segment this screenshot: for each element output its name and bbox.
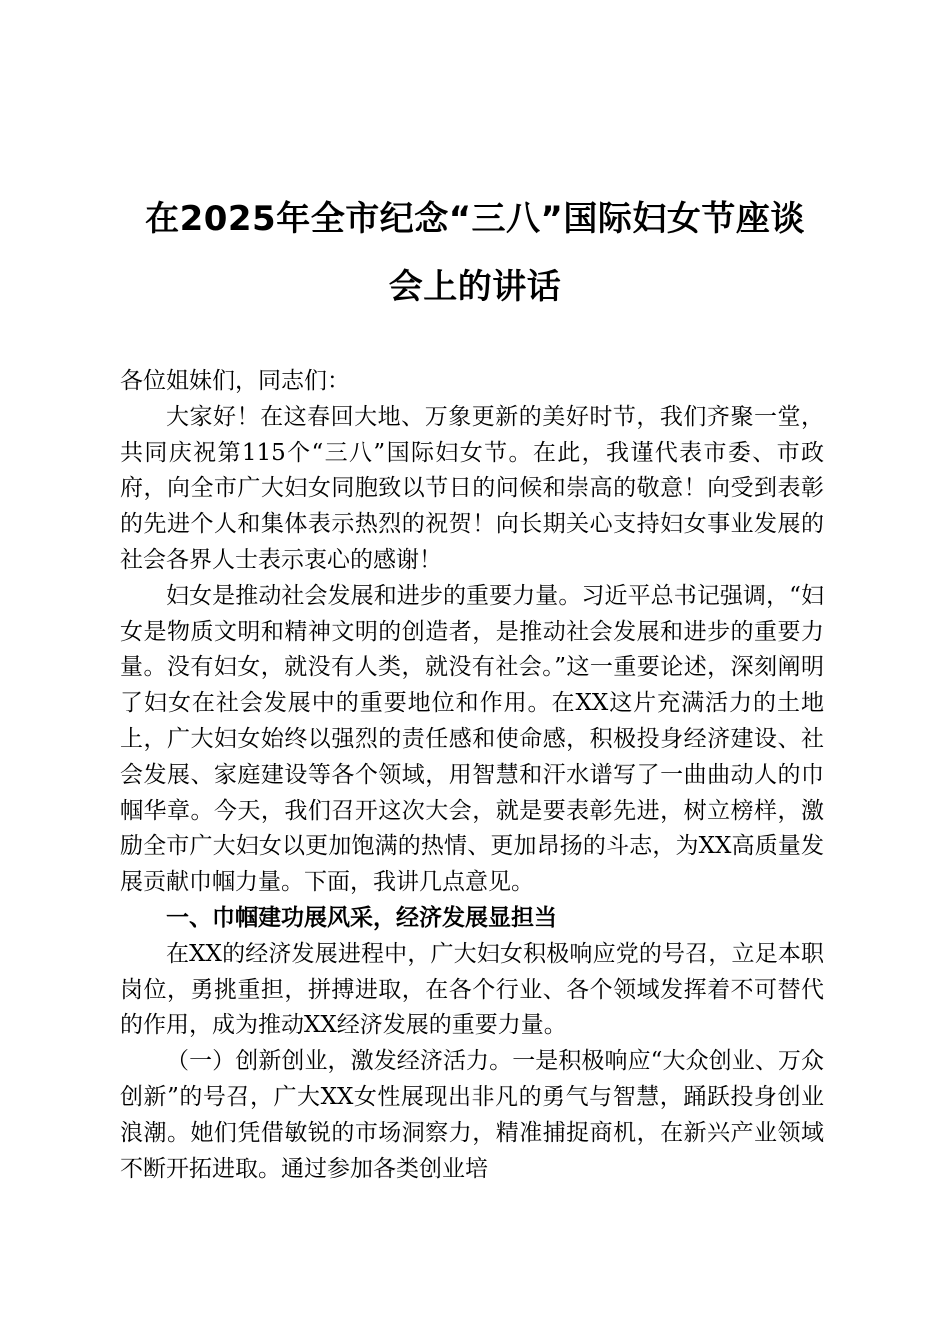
document-title-line-1: 在2025年全市纪念“三八”国际妇女节座谈	[145, 199, 805, 239]
section-heading-1: 一、巾帼建功展风采，经济发展显担当	[166, 904, 557, 931]
salutation: 各位姐妹们，同志们：	[120, 368, 350, 394]
document-title-line-2: 会上的讲话	[388, 267, 562, 307]
document-body	[120, 364, 824, 1187]
section-1-paragraph: 在XX的经济发展进程中，广大妇女积极响应党的号召，立足本职岗位，勇挑重担，拼搏进取，在各个行业、各个领域发挥着不可替代的作用，成为推动XX经济发展的重要力量。	[120, 940, 824, 1039]
paragraph-women-role: 妇女是推动社会发展和进步的重要力量。习近平总书记强调，“妇女是物质文明和精神文明的创造者，是推动社会发展和进步的重要力量。没有妇女，就没有人类，就没有社会。”这一重要论述，深刻阐明了妇女在社会发展中的重要地位和作用。在XX这片充满活力的土地上，广大妇女始终以强烈的责任感和使命感，积极投身经济建设、社会发展、家庭建设等各个领域，用智慧和汗水谱写了一曲曲动人的巾帼华章。今天，我们召开这次大会，就是要表彰先进，树立榜样，激励全市广大妇女以更加饱满的热情、更加昂扬的斗志，为XX高质量发展贡献巾帼力量。下面，我讲几点意见。	[120, 582, 824, 896]
paragraph-greeting: 大家好！在这春回大地、万象更新的美好时节，我们齐聚一堂，共同庆祝第115个“三八”国际妇女节。在此，我谨代表市委、市政府，向全市广大妇女同胞致以节日的问候和崇高的敬意！向受到表彰的先进个人和集体表示热烈的祝贺！向长期关心支持妇女事业发展的社会各界人士表示衷心的感谢！	[120, 403, 824, 573]
subsection-1-paragraph: （一）创新创业，激发经济活力。一是积极响应“大众创业、万众创新”的号召，广大XX女性展现出非凡的勇气与智慧，踊跃投身创业浪潮。她们凭借敏锐的市场洞察力，精准捕捉商机，在新兴产业领域不断开拓进取。通过参加各类创业培	[120, 1048, 824, 1182]
